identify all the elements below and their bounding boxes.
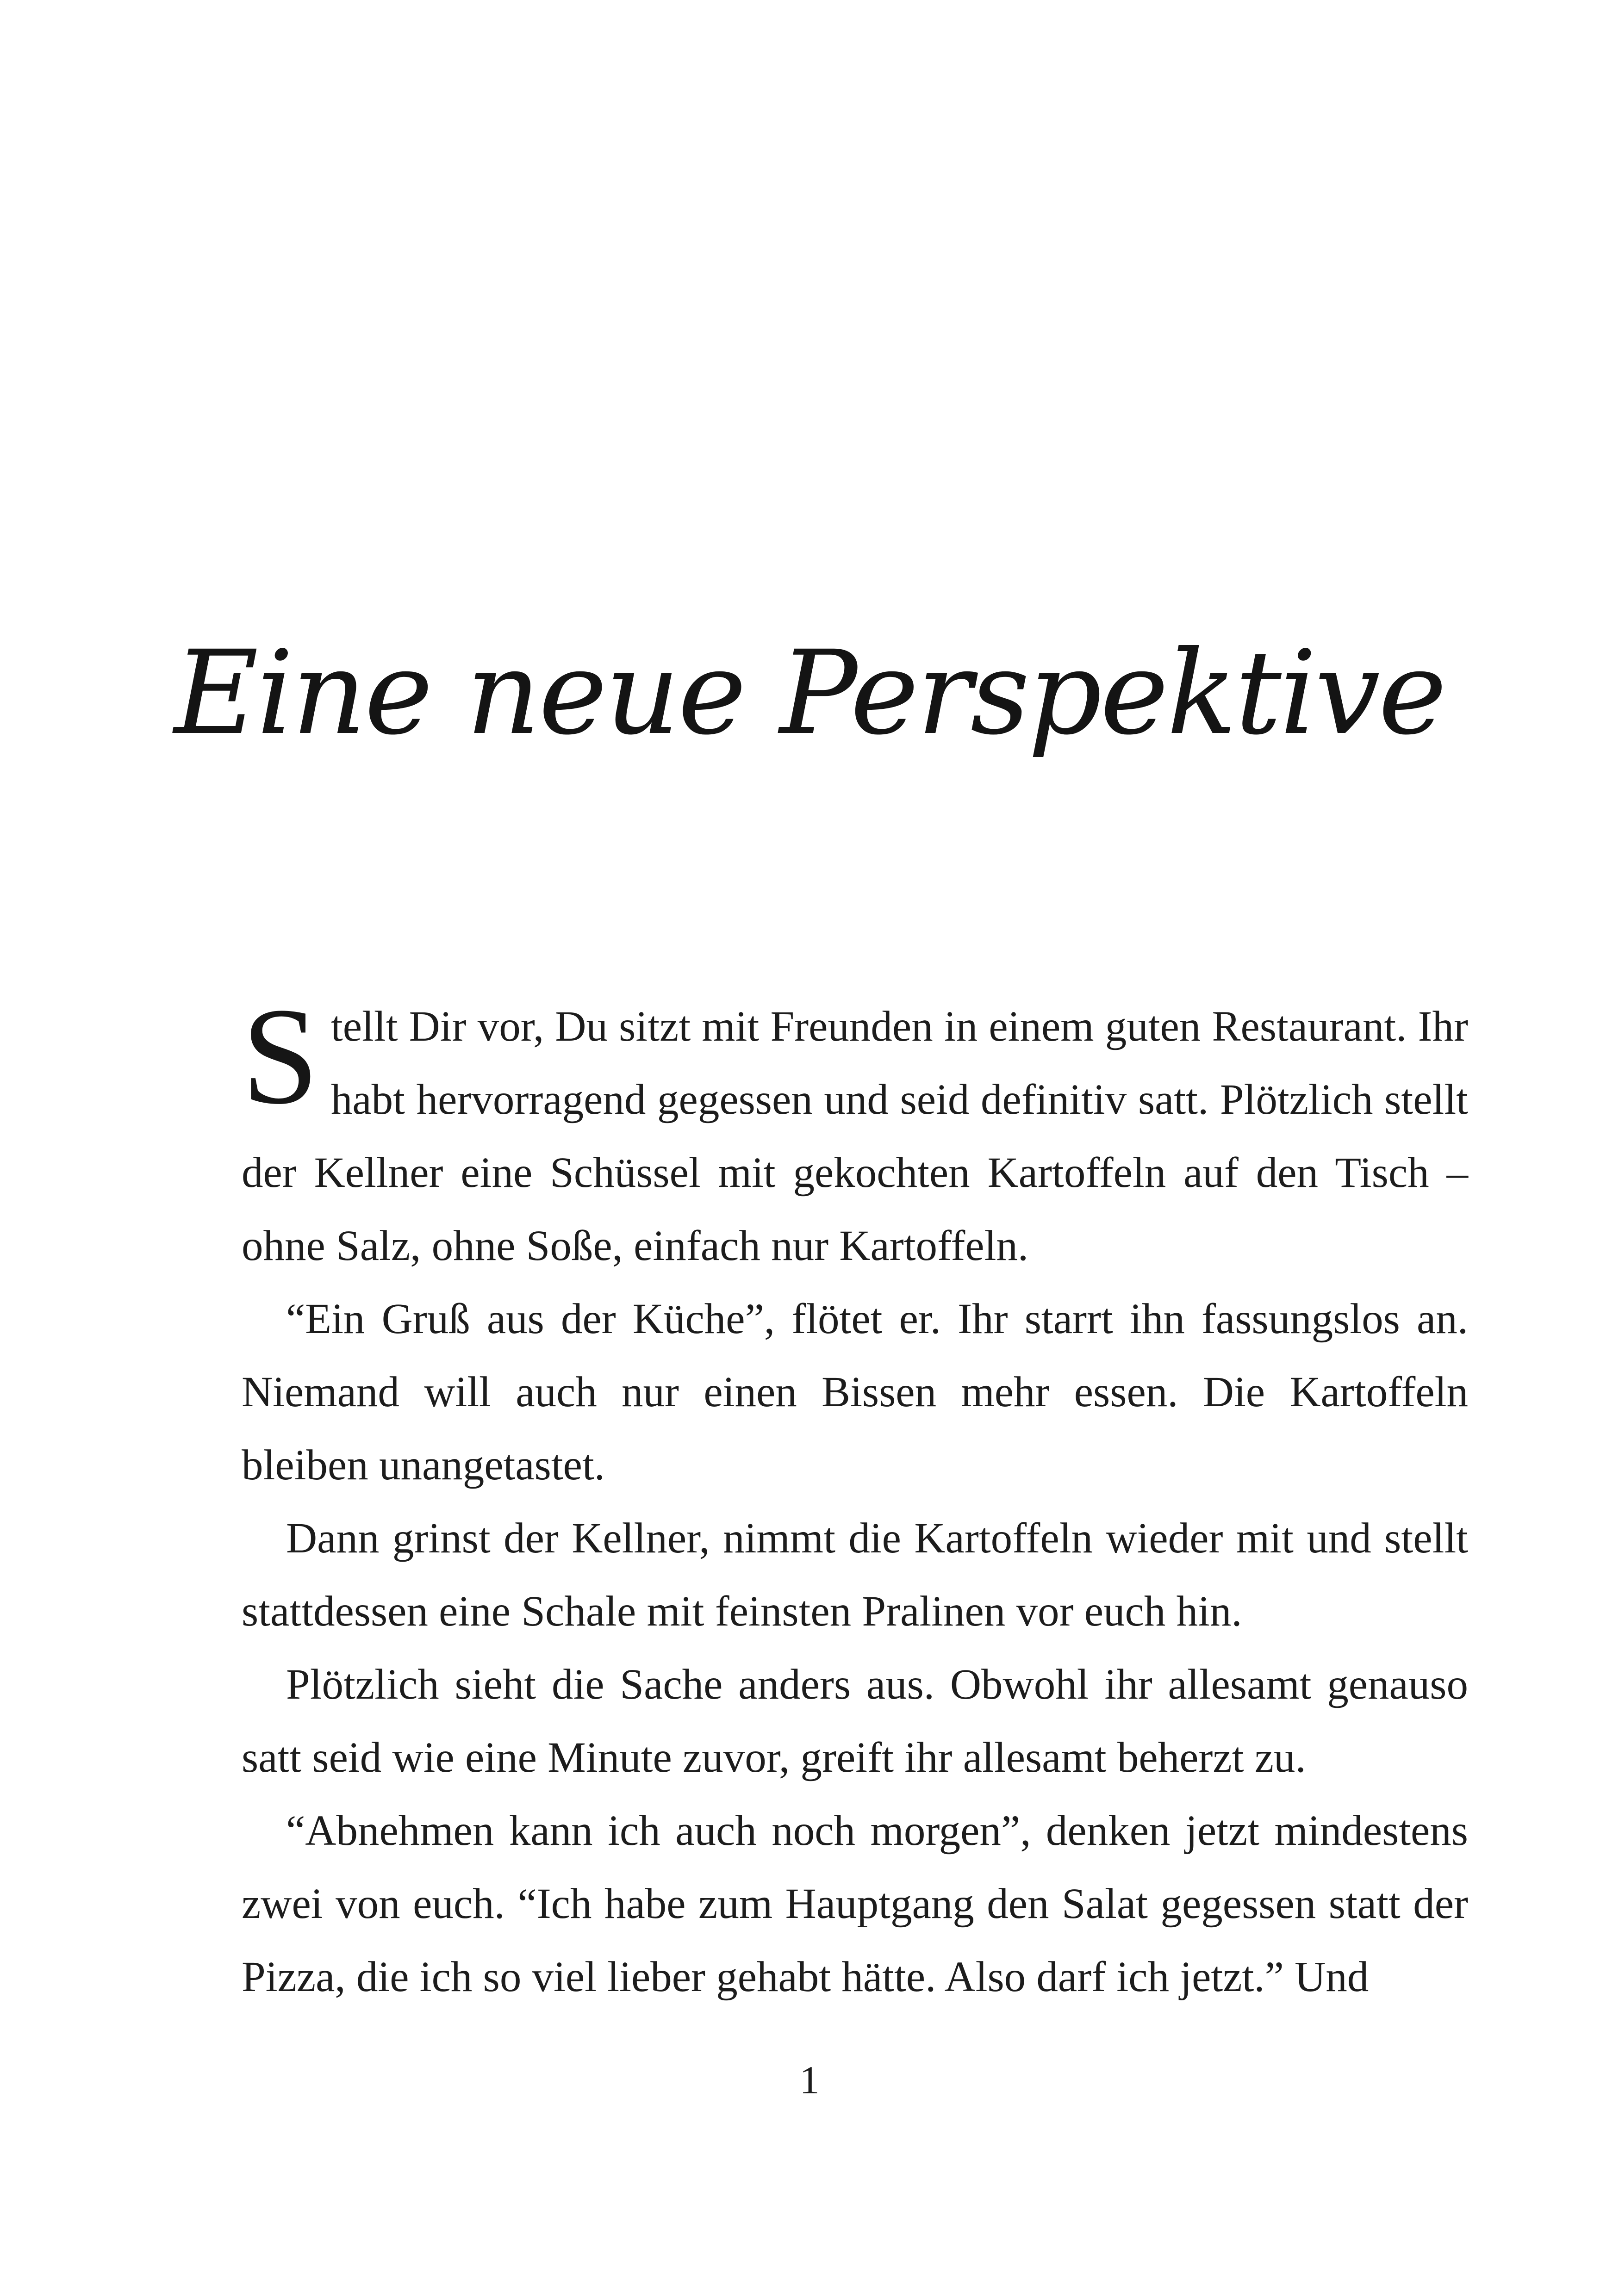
paragraph-1 bbox=[242, 979, 1468, 1283]
paragraph-5: “Abnehmen kann ich auch noch morgen”, denken jetzt mindestens zwei von euch. “Ich habe zum Hauptgang den Salat gegessen statt der Pizza, die ich so viel lieber gehabt hätte. Also darf ich jetzt.” Und bbox=[242, 1807, 1468, 2001]
paragraph-3: Dann grinst der Kellner, nimmt die Kartoffeln wieder mit und stellt stattdessen eine Schale mit feinsten Pralinen vor euch hin. bbox=[242, 1514, 1468, 1635]
drop-cap: S bbox=[242, 979, 319, 1133]
paragraph-4: Plötzlich sieht die Sache anders aus. Obwohl ihr allesamt genauso satt seid wie eine Minute zuvor, greift ihr allesamt beherzt zu. bbox=[242, 1661, 1468, 1781]
paragraph-1-text: tellt Dir vor, Du sitzt mit Freunden in einem guten Restaurant. Ihr habt hervorragend gegessen und seid definitiv satt. Plötzlich stellt der Kellner eine Schüssel mit gekochten Kartoffeln auf den Tisch – ohne Salz, ohne Soße, einfach nur Kartoffeln. bbox=[242, 1003, 1468, 1270]
chapter-title: Eine neue Perspektive bbox=[174, 625, 1445, 760]
paragraph-2: “Ein Gruß aus der Küche”, flötet er. Ihr starrt ihn fassungslos an. Niemand will auch nur einen Bissen mehr essen. Die Kartoffeln bleiben unangetastet. bbox=[242, 1295, 1468, 1489]
body-text bbox=[242, 979, 1468, 2014]
page-number: 1 bbox=[799, 2058, 820, 2102]
